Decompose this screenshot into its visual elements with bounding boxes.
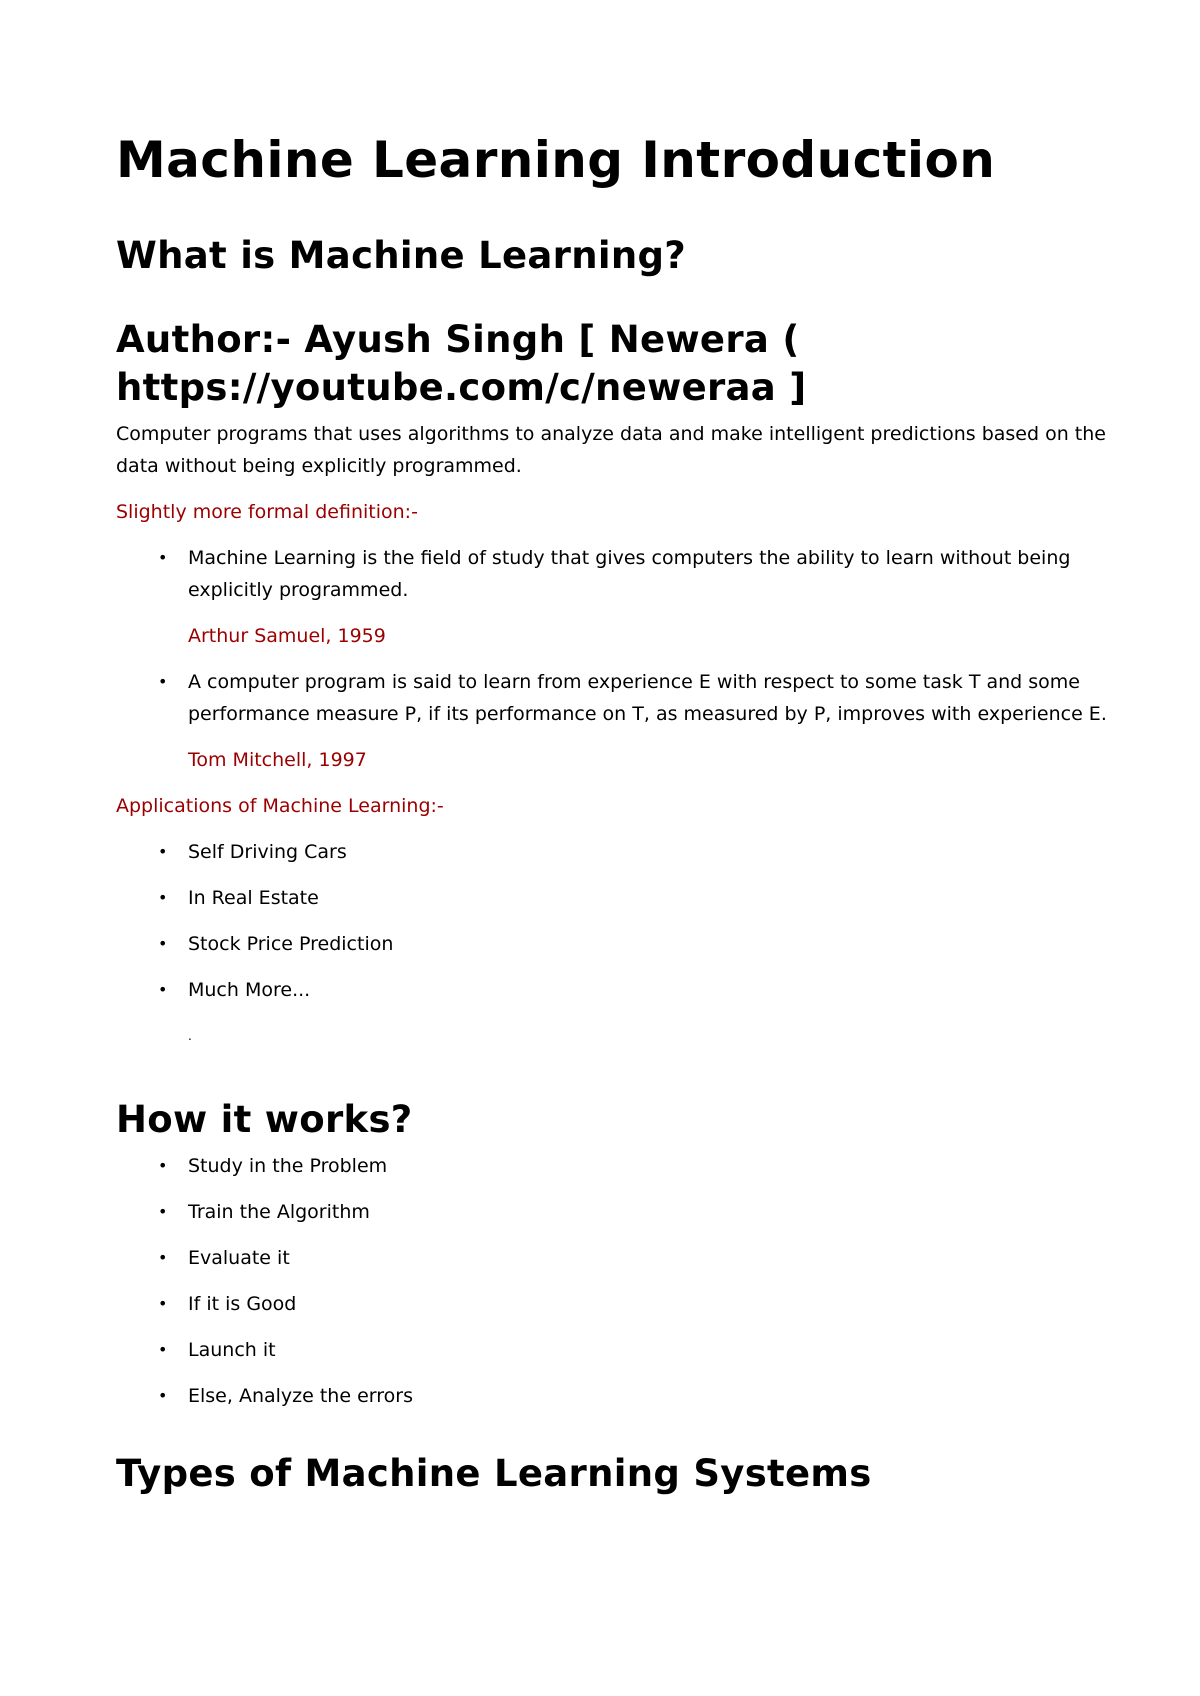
application-item: • Stock Price Prediction: [188, 928, 1126, 960]
heading-what-is-ml: What is Machine Learning?: [116, 234, 687, 277]
applications-label: Applications of Machine Learning:-: [116, 795, 444, 817]
definition-citation: Arthur Samuel, 1959: [188, 625, 386, 647]
author-line-1: Author:- Ayush Singh [ Newera (: [116, 318, 800, 361]
step-item: • Study in the Problem: [188, 1150, 1126, 1182]
document-content: [116, 128, 1126, 1498]
definition-citation: Tom Mitchell, 1997: [188, 749, 367, 771]
definitions-list: [116, 542, 1126, 776]
application-item: • In Real Estate: [188, 882, 1126, 914]
step-item: • Else, Analyze the errors: [188, 1380, 1126, 1412]
author-heading: [116, 316, 1126, 412]
steps-list: [116, 1150, 1126, 1412]
applications-list: [116, 836, 1126, 1052]
definition-item: • Machine Learning is the field of study that gives computers the ability to learn without being explicitly programmed.: [188, 542, 1126, 606]
application-item: • Self Driving Cars: [188, 836, 1126, 868]
step-item: • Train the Algorithm: [188, 1196, 1126, 1228]
trailing-dot: .: [188, 1029, 192, 1043]
application-item: • Much More...: [188, 974, 1126, 1006]
intro-paragraph: Computer programs that uses algorithms to analyze data and make intelligent predictions based on the data without being explicitly programmed.: [116, 423, 1106, 477]
document-title: Machine Learning Introduction: [116, 131, 996, 189]
heading-types-of-ml: Types of Machine Learning Systems: [116, 1452, 872, 1495]
step-item: • Evaluate it: [188, 1242, 1126, 1274]
formal-definition-label: Slightly more formal definition:-: [116, 501, 418, 523]
author-line-2: https://youtube.com/c/neweraa ]: [116, 366, 807, 409]
step-item: • If it is Good: [188, 1288, 1126, 1320]
definition-item: • A computer program is said to learn from experience E with respect to some task T and some performance measure P, if its performance on T, as measured by P, improves with experience E.: [188, 666, 1126, 730]
heading-how-it-works: How it works?: [116, 1098, 413, 1141]
step-item: • Launch it: [188, 1334, 1126, 1366]
